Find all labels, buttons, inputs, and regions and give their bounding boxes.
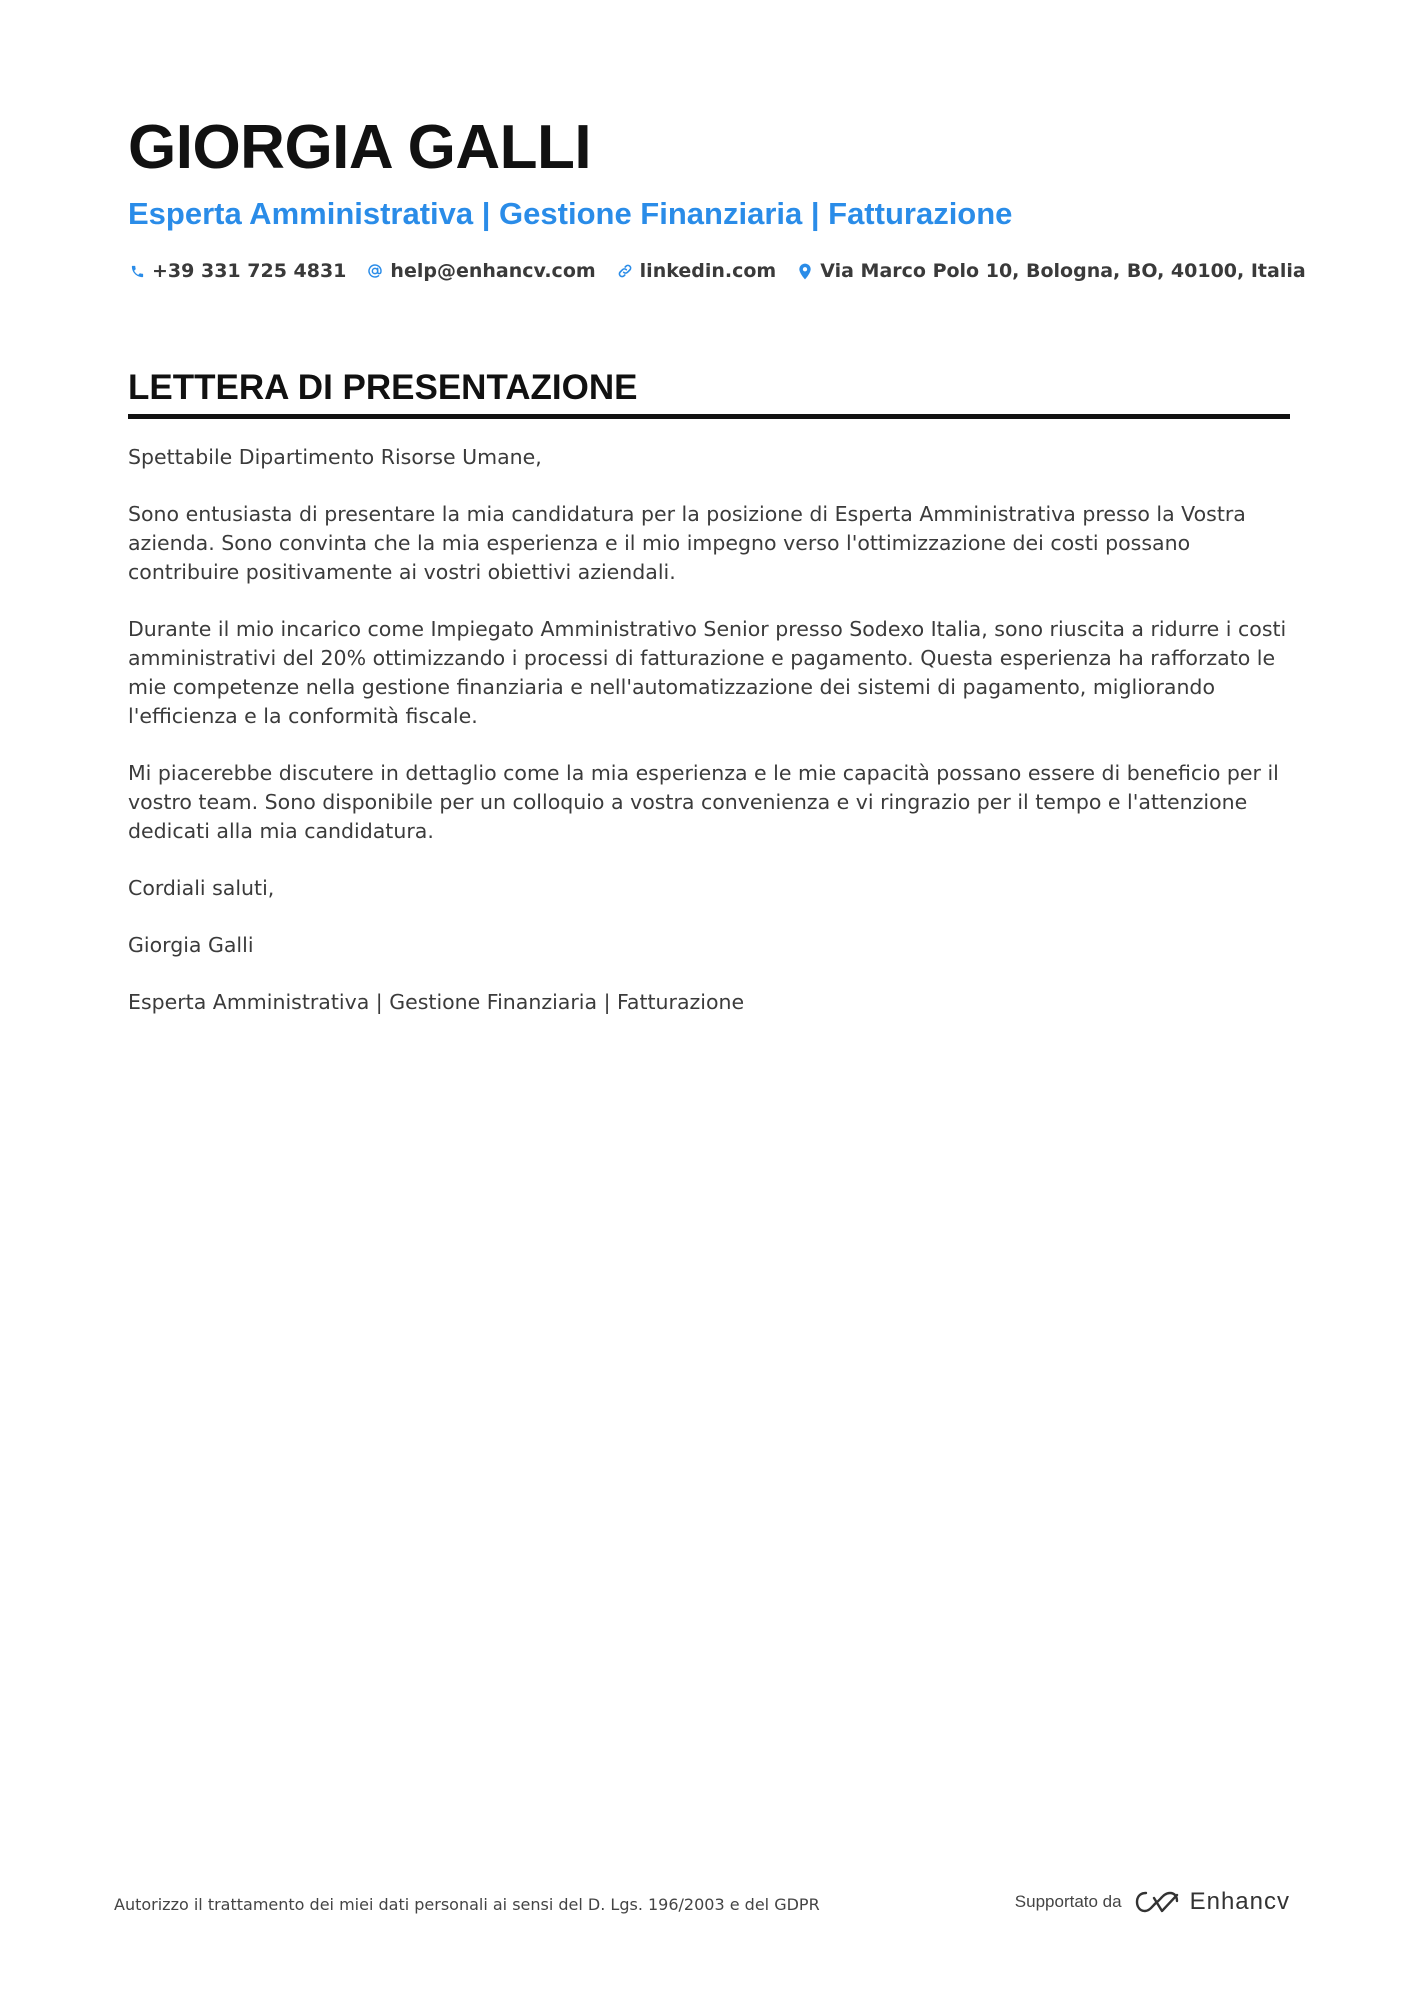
letter-paragraph-3: Mi piacerebbe discutere in dettaglio come la mia esperienza e le mie capacità possano essere di beneficio per il vostro team. Sono disponibile per un colloquio a vostra convenienza e vi ringrazio per il tempo e l'attenzione dedicati alla mia candidatura.: [128, 761, 1279, 843]
contact-email[interactable]: [366, 260, 595, 282]
letter-paragraph-1: Sono entusiasta di presentare la mia candidatura per la posizione di Esperta Amministrativa presso la Vostra azienda. Sono convinta che la mia esperienza e il mio impegno verso l'ottimizzazione dei costi possano contribuire positivamente ai vostri obiettivi aziendali.: [128, 502, 1246, 584]
at-icon: [366, 262, 384, 280]
supported-by-label: Supportato da: [1014, 1892, 1122, 1911]
candidate-name: GIORGIA GALLI: [128, 113, 592, 182]
contact-linkedin-text: linkedin.com: [639, 260, 777, 282]
enhancv-logo-icon: [1134, 1889, 1180, 1915]
letter-closing: Cordiali saluti,: [128, 876, 275, 900]
contact-linkedin[interactable]: [616, 260, 777, 282]
candidate-headline: Esperta Amministrativa | Gestione Finanziaria | Fatturazione: [128, 196, 1013, 231]
contact-phone[interactable]: [128, 260, 346, 282]
header: [128, 108, 1306, 282]
signature-name: Giorgia Galli: [128, 933, 254, 957]
contact-bar: [128, 260, 1306, 282]
location-pin-icon: [796, 262, 814, 280]
contact-address: [796, 260, 1305, 282]
phone-icon: [128, 262, 146, 280]
link-icon: [616, 262, 634, 280]
section-title: LETTERA DI PRESENTAZIONE: [128, 366, 1290, 419]
signature-title: Esperta Amministrativa | Gestione Finanziaria | Fatturazione: [128, 990, 745, 1014]
powered-by[interactable]: [1015, 1888, 1290, 1916]
contact-phone-text: +39 331 725 4831: [152, 260, 347, 282]
letter-greeting: Spettabile Dipartimento Risorse Umane,: [128, 445, 542, 469]
cover-letter-section: [128, 366, 1290, 1045]
contact-email-text: help@enhancv.com: [390, 260, 596, 282]
privacy-note: Autorizzo il trattamento dei miei dati personali ai sensi del D. Lgs. 196/2003 e del GDPR: [114, 1895, 820, 1914]
contact-address-text: Via Marco Polo 10, Bologna, BO, 40100, Italia: [820, 260, 1306, 282]
letter-paragraph-2: Durante il mio incarico come Impiegato Amministrativo Senior presso Sodexo Italia, sono riuscita a ridurre i costi amministrativi del 20% ottimizzando i processi di fatturazione e pagamento. Questa esperienza ha rafforzato le mie competenze nella gestione finanziaria e nell'automatizzazione dei sistemi di pagamento, migliorando l'efficienza e la conformità fiscale.: [128, 617, 1287, 728]
letter-body: [128, 443, 1290, 1017]
brand-name: Enhancv: [1189, 1888, 1290, 1915]
